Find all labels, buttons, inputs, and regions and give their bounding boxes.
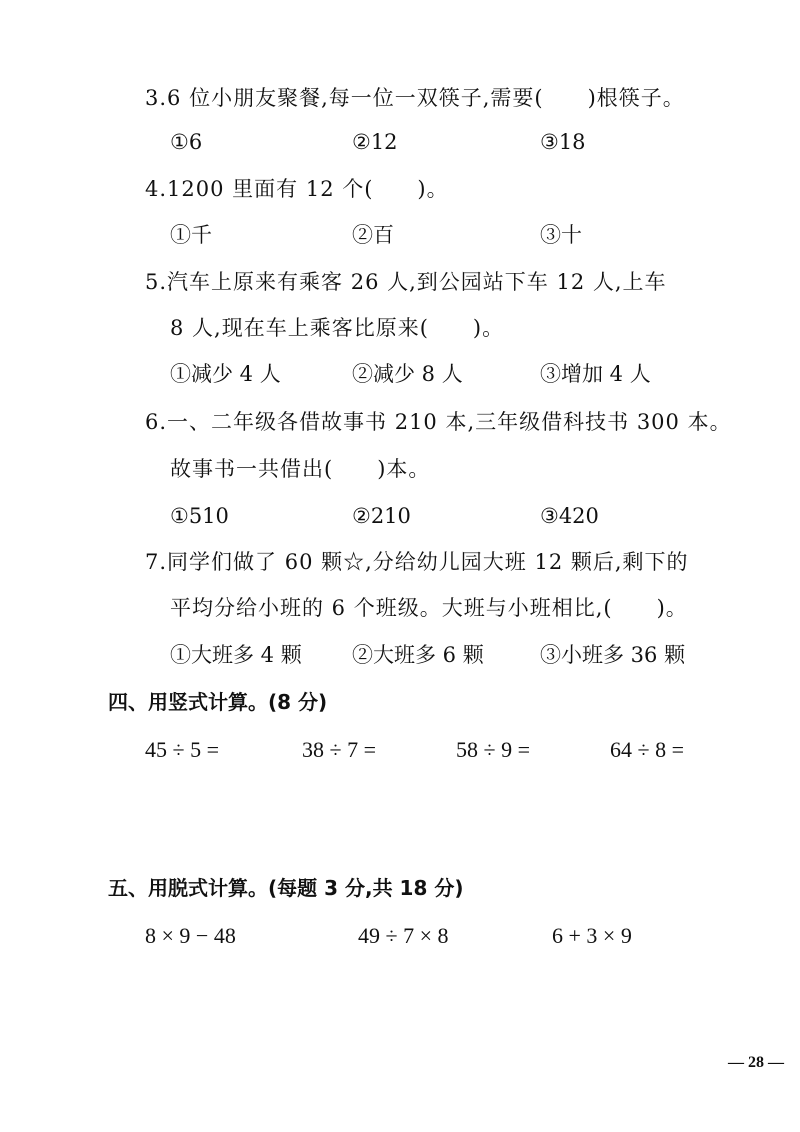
section-4-title: 四、用竖式计算。(8 分) [108, 690, 328, 714]
page-number: — 28 — [728, 1054, 784, 1071]
question-4-option-2: ②百 [352, 223, 394, 247]
question-3-option-2: ②12 [352, 130, 398, 154]
question-4-line-1: 4.1200 里面有 12 个( )。 [145, 177, 449, 201]
step-calc-item-2: 49 ÷ 7 × 8 [358, 923, 449, 948]
question-5-option-2: ②减少 8 人 [352, 362, 463, 386]
calc-item-4: 64 ÷ 8 = [610, 737, 684, 762]
question-7-line-1: 7.同学们做了 60 颗☆,分给幼儿园大班 12 颗后,剩下的 [145, 550, 689, 574]
step-calc-item-3: 6 + 3 × 9 [552, 923, 632, 948]
question-7-option-1: ①大班多 4 颗 [170, 643, 302, 667]
question-6-line-2: 故事书一共借出( )本。 [170, 457, 431, 481]
calc-item-1: 45 ÷ 5 = [145, 737, 219, 762]
calc-item-2: 38 ÷ 7 = [302, 737, 376, 762]
question-6-line-1: 6.一、二年级各借故事书 210 本,三年级借科技书 300 本。 [145, 410, 732, 434]
question-5-option-1: ①减少 4 人 [170, 362, 281, 386]
calc-item-3: 58 ÷ 9 = [456, 737, 530, 762]
question-5-line-2: 8 人,现在车上乘客比原来( )。 [170, 316, 505, 340]
section-5-title: 五、用脱式计算。(每题 3 分,共 18 分) [108, 876, 464, 900]
question-7-option-3: ③小班多 36 颗 [540, 643, 686, 667]
question-3-line-1: 3.6 位小朋友聚餐,每一位一双筷子,需要( )根筷子。 [145, 86, 685, 110]
question-5-line-1: 5.汽车上原来有乘客 26 人,到公园站下车 12 人,上车 [145, 270, 667, 294]
question-7-line-2: 平均分给小班的 6 个班级。大班与小班相比,( )。 [170, 596, 688, 620]
question-7-option-2: ②大班多 6 颗 [352, 643, 484, 667]
question-6-option-1: ①510 [170, 504, 229, 528]
question-6-option-3: ③420 [540, 504, 599, 528]
question-6-option-2: ②210 [352, 504, 411, 528]
question-3-option-3: ③18 [540, 130, 586, 154]
question-5-option-3: ③增加 4 人 [540, 362, 651, 386]
question-4-option-3: ③十 [540, 223, 582, 247]
question-4-option-1: ①千 [170, 223, 212, 247]
step-calc-item-1: 8 × 9 − 48 [145, 923, 236, 948]
question-3-option-1: ①6 [170, 130, 203, 154]
